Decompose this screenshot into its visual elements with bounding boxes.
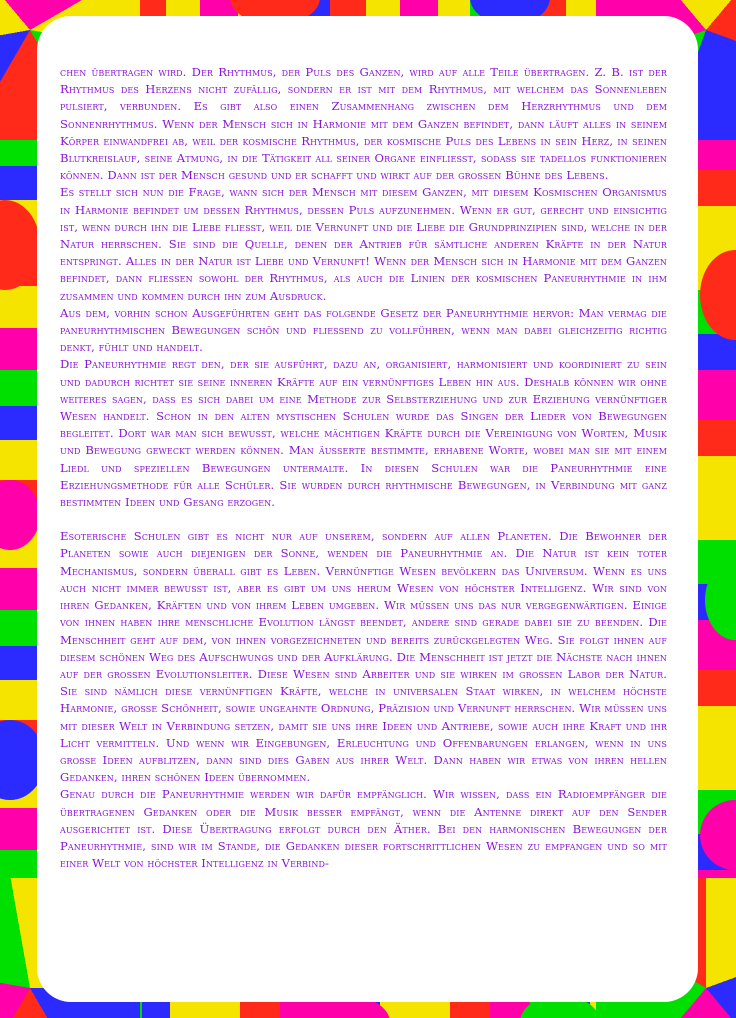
paragraph: Genau durch die Paneurhythmie werden wir dafür empfänglich. Wir wissen, dass ein Radioempfänger die übertragenen Gedanken oder die Musik besser empfängt, wenn die Antenne direkt auf den Sender ausgerichtet ist. Diese Übertragung erfolgt durch den Äther. Bei den harmonischen Bewegungen der Paneurhythmie, sind wir im Stande, die Gedanken dieser fortschrittlichen Wesen zu empfangen und so mit einer Welt von höchster Intelligenz in Verbind- <box>60 787 667 871</box>
paragraph: Aus dem, vorhin schon Ausgeführten geht das folgende Gesetz der Paneurhythmie hervor: Man vermag die paneurhythmischen Bewegungen schön und fliessend zu vollführen, wenn man dabei gleichzeitig richtig denkt, fühlt und handelt. <box>60 305 667 355</box>
border-ornament <box>705 560 736 640</box>
paragraph: Es stellt sich nun die Frage, wann sich der Mensch mit diesem Ganzen, mit diesem Kosmischen Organismus in Harmonie befindet um dessen Rhythmus, dessen Puls aufzunehmen. Wenn er gut, gerecht und einsichtig ist, wenn durch ihn die Liebe fliesst, weil die Vernunft und die Liebe die Grundprinzipien sind, welche in der Natur herrschen. Sie sind die Quelle, denen der Antrieb für sämtliche anderen Kräfte in der Natur entspringt. Alles in der Natur ist Liebe und Vernunft! Wenn der Mensch sich in Harmonie mit dem Ganzen befindet, dann fliessen sowohl der Rhythmus, als auch die Linien der kosmischen Paneurhythmie in ihm zusammen und kommen durch ihn zum Ausdruck. <box>60 185 667 303</box>
document-body <box>60 64 667 944</box>
border-ornament <box>0 200 40 290</box>
border-ornament <box>0 480 40 550</box>
paragraph: Esoterische Schulen gibt es nicht nur auf unserem, sondern auf allen Planeten. Die Bewohner der Planeten sowie auch diejenigen der Sonne, wenden die Paneurhythmie an. Die Natur ist kein toter Mechanismus, sondern überall gibt es Leben. Vernünftige Wesen bevölkern das Universum. Wenn es uns auch nicht immer bewusst ist, aber es gibt um uns herum Wesen von höchster Intelligenz. Wir sind von ihren Gedanken, Kräften und von ihrem Leben umgeben. Wir müssen uns das nur vergegenwärtigen. Einige von ihnen haben ihre menschliche Evolution längst beendet, andere sind gerade dabei sie zu beenden. Die Menschheit geht auf dem, von ihnen vorgezeichneten und bereits zurückgelegten Weg. Sie folgt ihnen auf diesem schönen Weg des Aufschwungs und der Aufklärung. Die Menschheit ist jetzt die Nächste nach ihnen auf der grossen Evolutionsleiter. Diese Wesen sind Arbeiter und sie wirken im grossen Labor der Natur. Sie sind nämlich diese vernünftigen Kräfte, welche in universalen Staat wirken, in welchem höchste Harmonie, grosse Schönheit, sowie ungeahnte Ordnung, Präzision und Vernunft herrschen. Wir müssen uns mit dieser Welt in Verbindung setzen, damit sie uns ihre Ideen und Antriebe, sowie auch ihre Kraft und ihr Licht vermitteln. Und wenn wir Eingebungen, Erleuchtung und Offenbarungen erlangen, wenn in uns grosse Ideen aufblitzen, dann sind dies Gaben aus ihrer Welt. Dann haben wir etwas von ihren hellen Gedanken, ihren schönen Ideen übernommen. <box>60 529 667 785</box>
border-ornament <box>700 250 736 340</box>
paragraph: chen übertragen wird. Der Rhythmus, der Puls des Ganzen, wird auf alle Teile übertragen. Z. B. ist der Rhythmus des Herzens nicht zufällig, sondern er ist mit dem Rhythmus, mit welchem das Sonnenleben pulsiert, verbunden. Es gibt also einen Zusammenhang zwischen dem Herzrhythmus und dem Sonnenrhythmus. Wenn der Mensch sich in Harmonie mit dem Ganzen befindet, dann läuft alles in seinem Körper einwandfrei ab, weil der kosmische Rhythmus, der kosmische Puls des Lebens in sein Herz, in seinen Blutkreislauf, seine Atmung, in die Tätigkeit all seiner Organe einfliesst, sodass sie tadellos funktionieren können. Dann ist der Mensch gesund und er schafft und wirkt auf der grossen Bühne des Lebens. <box>60 65 667 183</box>
paragraph: Die Paneurhythmie regt den, der sie ausführt, dazu an, organisiert, harmonisiert und koordiniert zu sein und dadurch richtet sie seine inneren Kräfte auf ein vernünftiges Leben hin aus. Deshalb können wir ohne weiteres sagen, dass es sich dabei um eine Methode zur Selbsterziehung und zur Erziehung vernünftiger Wesen handelt. Schon in den alten mystischen Schulen wurde das Singen der Lieder von Bewegungen begleitet. Dort war man sich bewusst, welche mächtigen Kräfte durch die Vereinigung von Worten, Musik und Bewegung geweckt werden können. Man äusserte bestimmte, erhabene Worte, wobei man sie mit einem Liedl und speziellen Bewegungen untermalte. In diesen Schulen war die Paneurhythmie eine Erziehungsmethode für alle Schüler. Sie wurden durch rhythmische Bewegungen, in Verbindung mit ganz bestimmten Ideen und Gesang erzogen. <box>60 357 667 510</box>
border-ornament <box>700 800 736 870</box>
